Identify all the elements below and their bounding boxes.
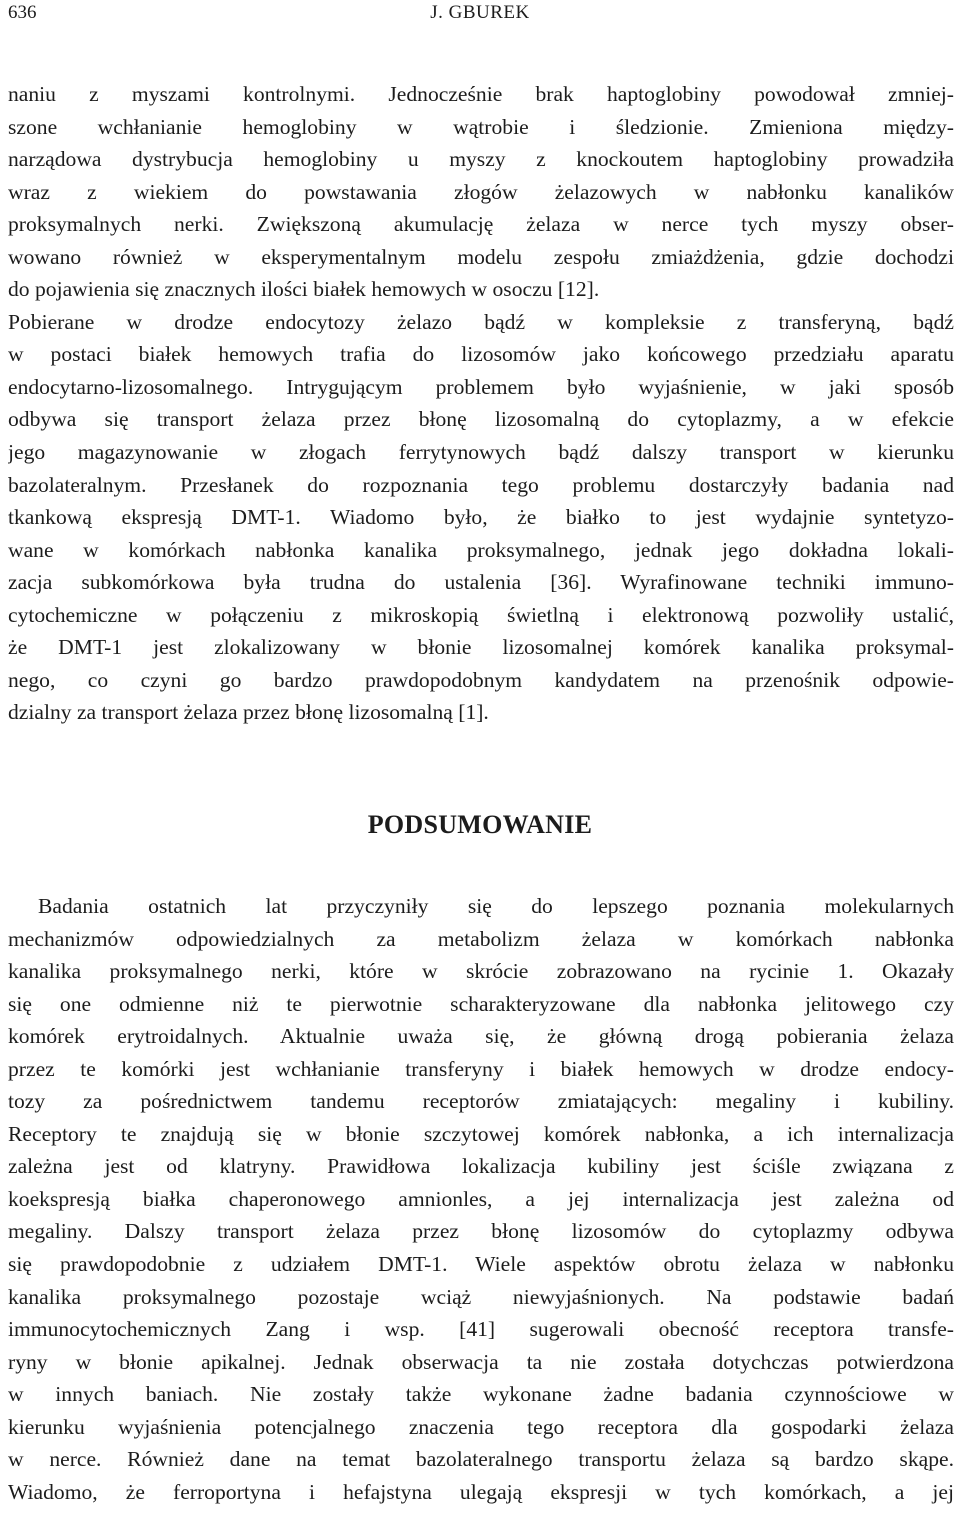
- text-line: immunocytochemicznych Zang i wsp. [41] sugerowali obecność receptora transfe-: [8, 1317, 954, 1342]
- text-line: szone wchłanianie hemoglobiny w wątrobie i śledzionie. Zmieniona między-: [8, 114, 954, 139]
- section-heading: PODSUMOWANIE: [367, 810, 593, 839]
- text-line: kanalika proksymalnego pozostaje wciąż niewyjaśnionych. Na podstawie badań: [8, 1284, 954, 1309]
- text-line: Wiadomo, że ferroportyna i hefajstyna ulegają ekspresji w tych komórkach, a jej: [8, 1479, 954, 1504]
- text-line: tkankową ekspresją DMT-1. Wiadomo było, że białko to jest wydajnie syntetyzo-: [8, 505, 954, 530]
- text-line: mechanizmów odpowiedzialnych za metabolizm żelaza w komórkach nabłonka: [8, 926, 954, 951]
- text-line: przez te komórki jest wchłanianie transferyny i białek hemowych w drodze endocy-: [8, 1056, 954, 1081]
- text-line: bazolateralnym. Przesłanek do rozpoznania tego problemu dostarczyły badania nad: [8, 472, 954, 497]
- text-line: megaliny. Dalszy transport żelaza przez błonę lizosomów do cytoplazmy odbywa: [8, 1219, 954, 1244]
- text-line: Pobierane w drodze endocytozy żelazo bądź w kompleksie z transferyną, bądź: [8, 309, 954, 334]
- text-line: wowano również w eksperymentalnym modelu zespołu zmiażdżenia, gdzie dochodzi: [8, 244, 954, 269]
- text-line: się prawdopodobnie z udziałem DMT-1. Wiele aspektów obrotu żelaza w nabłonku: [8, 1252, 954, 1277]
- body-paragraph-1: [8, 78, 954, 729]
- text-line: nego, co czyni go bardzo prawdopodobnym kandydatem na przenośnik odpowie-: [8, 667, 954, 692]
- body-paragraph-2: [8, 890, 954, 1508]
- text-line: wane w komórkach nabłonka kanalika proksymalnego, jednak jego dokładna lokali-: [8, 537, 954, 562]
- text-line: narządowa dystrybucja hemoglobiny u myszy z knockoutem haptoglobiny prowadziła: [8, 147, 954, 172]
- text-line: zacja subkomórkowa była trudna do ustalenia [36]. Wyrafinowane techniki immuno-: [8, 570, 954, 595]
- text-line: koekspresją białka chaperonowego amnionles, a jej internalizacja jest zależna od: [8, 1186, 954, 1211]
- text-line: komórek erytroidalnych. Aktualnie uważa się, że główną drogą pobierania żelaza: [8, 1024, 954, 1049]
- text-line: w postaci białek hemowych trafia do lizosomów jako końcowego przedziału aparatu: [8, 342, 954, 367]
- text-line: do pojawienia się znacznych ilości białek hemowych w osoczu [12].: [8, 277, 600, 302]
- text-line: w innych baniach. Nie zostały także wykonane żadne badania czynnościowe w: [8, 1382, 954, 1407]
- text-line: zależna jest od klatryny. Prawidłowa lokalizacja kubiliny jest ściśle związana z: [8, 1154, 954, 1179]
- text-line: odbywa się transport żelaza przez błonę lizosomalną do cytoplazmy, a w efekcie: [8, 407, 954, 432]
- text-line: proksymalnych nerki. Zwiększoną akumulację żelaza w nerce tych myszy obser-: [8, 212, 954, 237]
- text-line: naniu z myszami kontrolnymi. Jednocześnie brak haptoglobiny powodował zmniej-: [8, 82, 954, 106]
- text-line: w nerce. Również dane na temat bazolateralnego transportu żelaza są bardzo skąpe.: [8, 1447, 954, 1472]
- text-line: kierunku wyjaśnienia potencjalnego znaczenia tego receptora dla gospodarki żelaza: [8, 1414, 954, 1439]
- text-line: cytochemiczne w połączeniu z mikroskopią świetlną i elektronową pozwoliły ustalić,: [8, 602, 954, 627]
- text-line: wraz z wiekiem do powstawania złogów żelazowych w nabłonku kanalików: [8, 179, 954, 204]
- text-line: tozy za pośrednictwem tandemu receptorów zmiatających: megaliny i kubiliny.: [8, 1089, 954, 1114]
- text-line: ryny w błonie apikalnej. Jednak obserwacja ta nie została dotychczas potwierdzona: [8, 1349, 954, 1374]
- text-line: że DMT-1 jest zlokalizowany w błonie lizosomalnej komórek kanalika proksymal-: [8, 635, 954, 660]
- text-line: dzialny za transport żelaza przez błonę lizosomalną [1].: [8, 700, 489, 725]
- author-running-head: J. GBUREK: [430, 2, 530, 23]
- text-line: endocytarno-lizosomalnego. Intrygującym problemem było wyjaśnienie, w jaki sposób: [8, 374, 954, 399]
- text-line: jego magazynowanie w złogach ferrytynowych bądź dalszy transport w kierunku: [8, 440, 954, 465]
- page-number: 636: [8, 2, 37, 23]
- text-line: się one odmienne niż te pierwotnie scharakteryzowane dla nabłonka jelitowego czy: [8, 991, 954, 1016]
- text-line: Badania ostatnich lat przyczyniły się do lepszego poznania molekularnych: [38, 894, 954, 918]
- text-line: kanalika proksymalnego nerki, które w skrócie zobrazowano na rycinie 1. Okazały: [8, 959, 954, 984]
- text-line: Receptory te znajdują się w błonie szczytowej komórek nabłonka, a ich internalizacja: [8, 1121, 954, 1146]
- running-header: [0, 0, 960, 26]
